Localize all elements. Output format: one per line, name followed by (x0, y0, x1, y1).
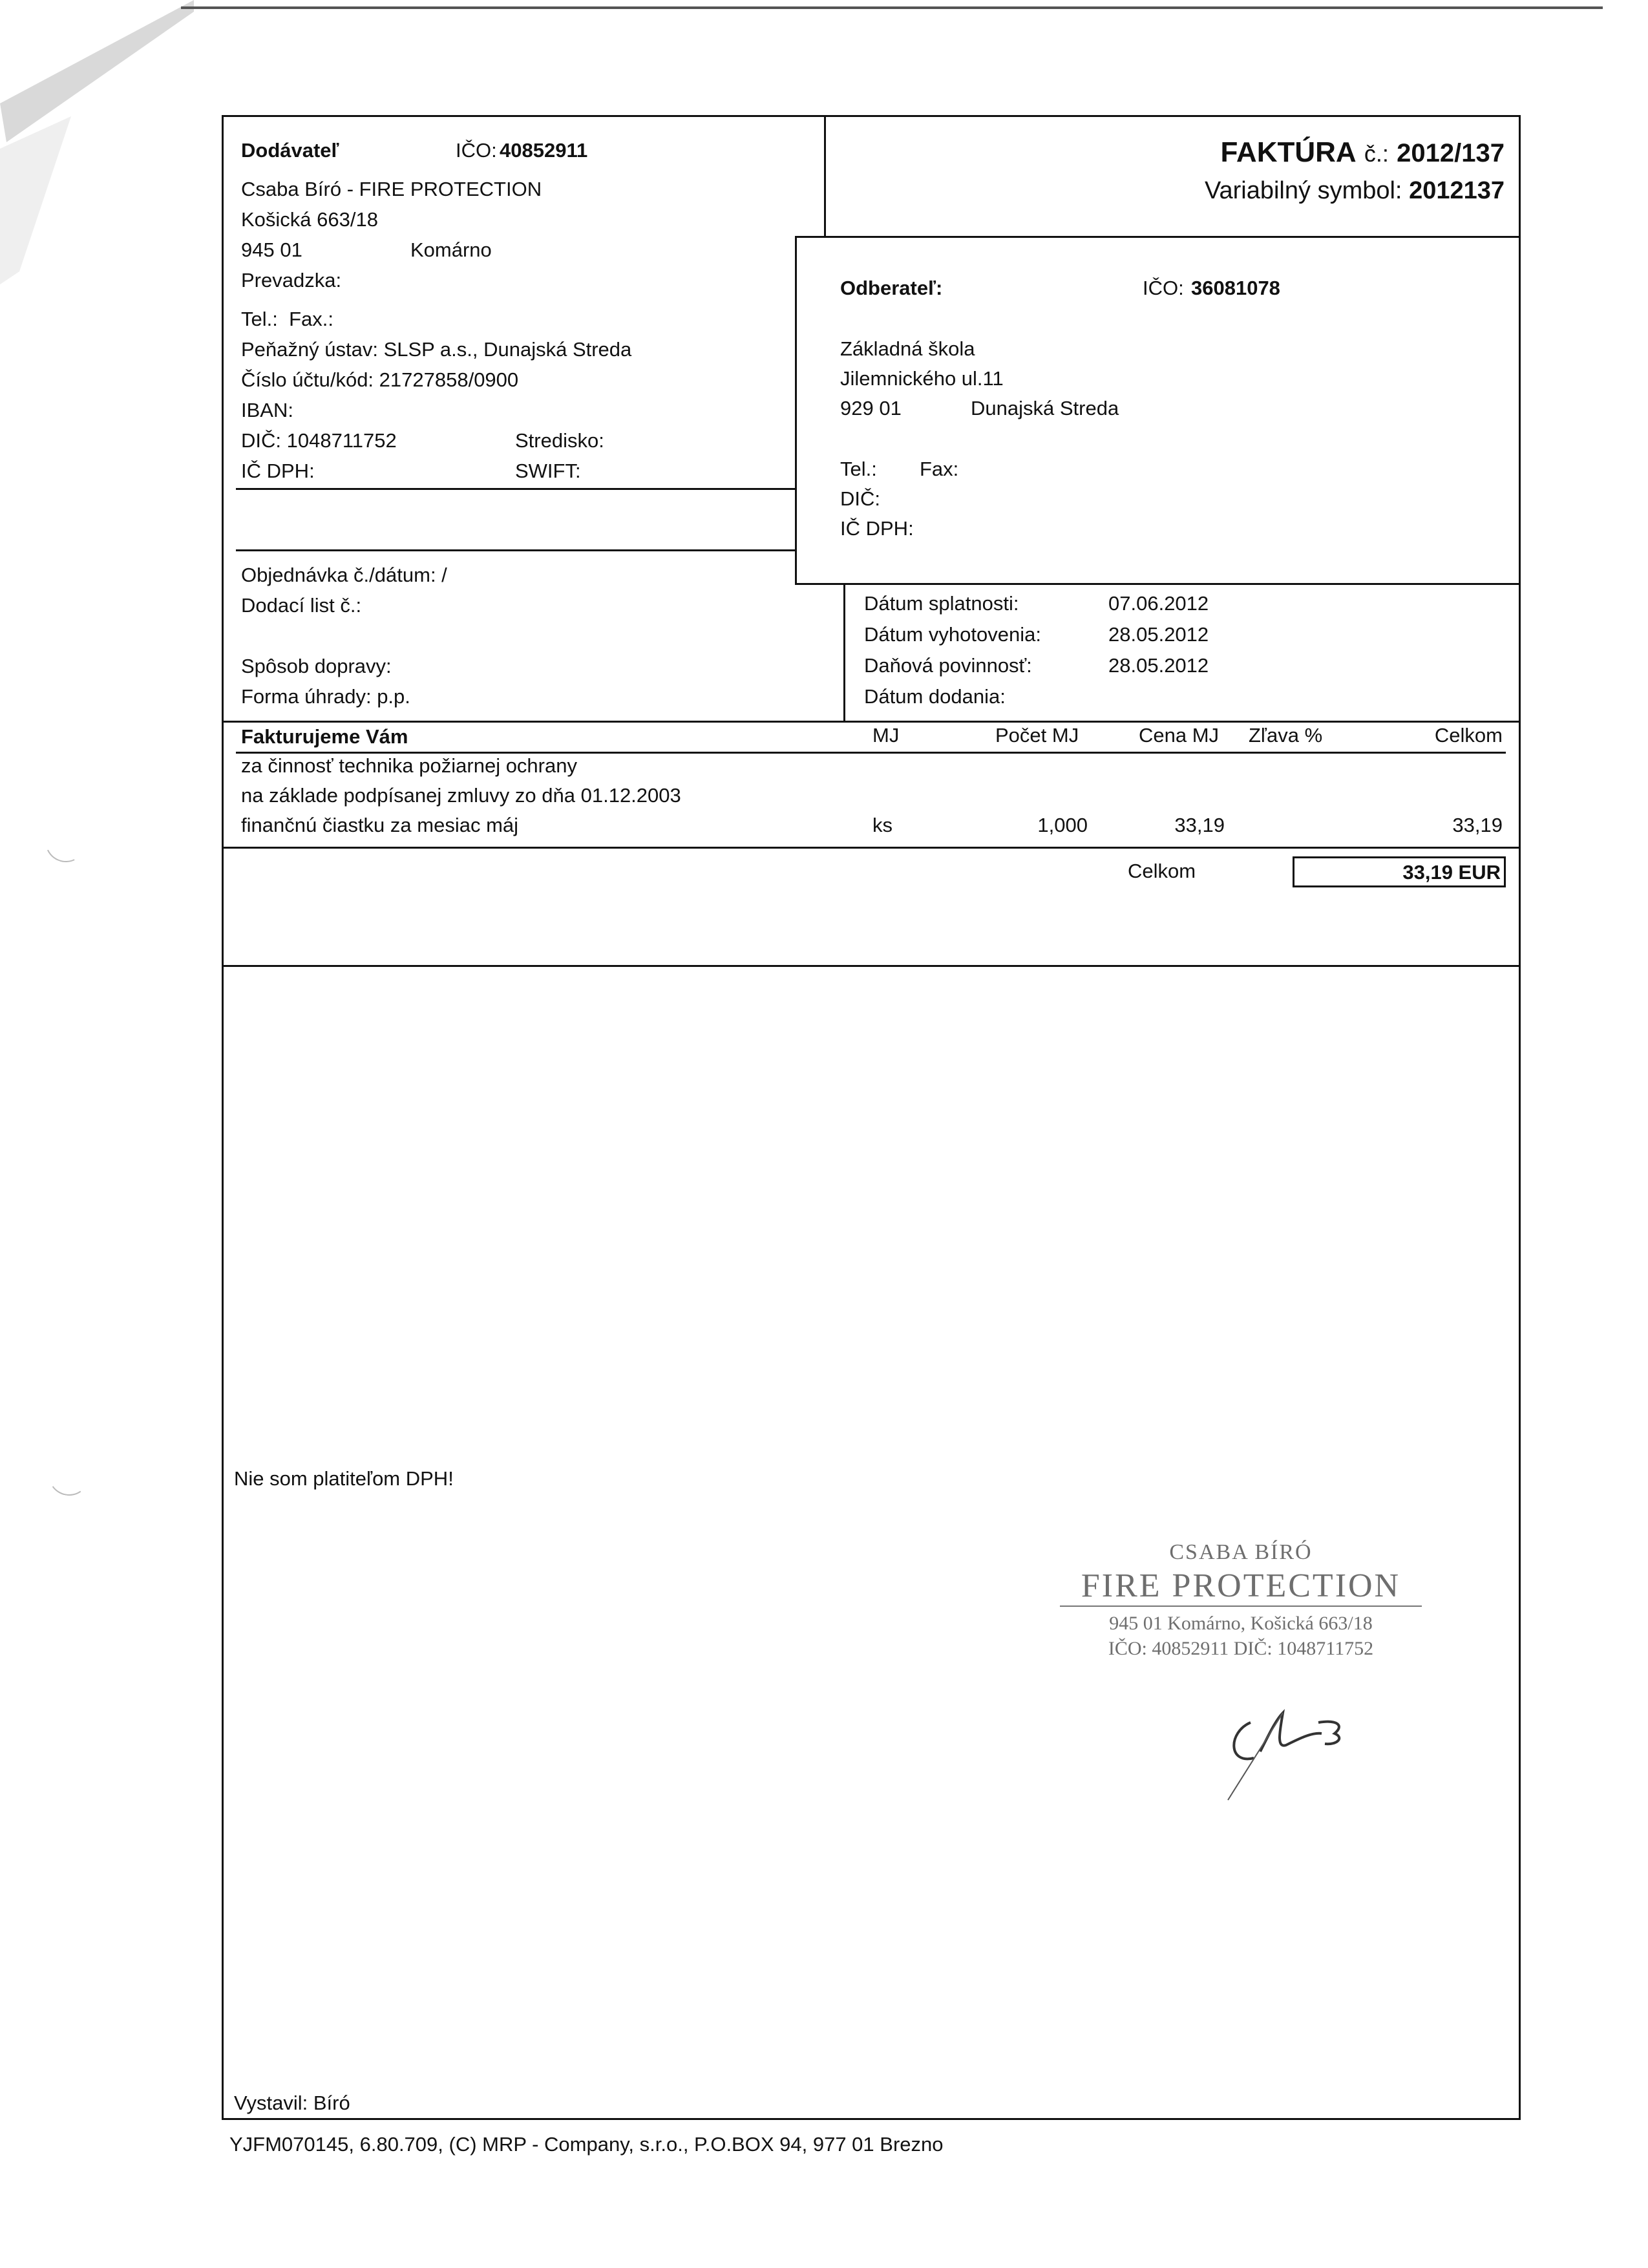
tax-date: 28.05.2012 (1108, 654, 1209, 677)
items-header-bottom (236, 752, 1506, 754)
company-stamp (1060, 1538, 1422, 1661)
supplier-tel-fax: Tel.: Fax.: (241, 308, 333, 330)
supplier-ico-label: IČO: (456, 139, 497, 162)
customer-dic: DIČ: (840, 487, 880, 510)
supplier-ico: 40852911 (500, 139, 588, 162)
supplier-ic-dph: IČ DPH: (241, 460, 315, 482)
stamp-company: FIRE PROTECTION (1060, 1567, 1422, 1607)
supplier-swift: SWIFT: (515, 460, 581, 482)
punch-hole-mark (45, 1451, 93, 1499)
issue-date: 28.05.2012 (1108, 623, 1209, 646)
customer-name: Základná škola (840, 337, 975, 360)
stamp-address: 945 01 Komárno, Košická 663/18 (1109, 1613, 1373, 1634)
vat-note: Nie som platiteľom DPH! (234, 1467, 454, 1490)
column-header-total: Celkom (1434, 724, 1503, 747)
items-heading: Fakturujeme Vám (241, 725, 408, 748)
supplier-iban: IBAN: (241, 399, 293, 421)
column-header-mj: MJ (872, 724, 900, 747)
customer-box-top (795, 236, 1521, 238)
software-footer: YJFM070145, 6.80.709, (C) MRP - Company, s.r.o., P.O.BOX 94, 977 01 Brezno (229, 2133, 944, 2156)
item-description-line: na základe podpísanej zmluvy zo dňa 01.12.2003 (241, 784, 681, 807)
supplier-center: Stredisko: (515, 429, 604, 452)
supplier-name: Csaba Bíró - FIRE PROTECTION (241, 178, 542, 200)
supplier-city: Komárno (410, 238, 492, 261)
customer-ico: 36081078 (1191, 277, 1280, 299)
delivery-note: Dodací list č.: (241, 594, 362, 617)
customer-zip: 929 01 (840, 397, 902, 419)
supplier-street: Košická 663/18 (241, 208, 378, 231)
customer-street: Jilemnického ul.11 (840, 367, 1004, 390)
customer-ic-dph: IČ DPH: (840, 517, 914, 540)
invoice-number-label: č.: (1364, 140, 1389, 167)
supplier-bank: Peňažný ústav: SLSP a.s., Dunajská Streda (241, 338, 632, 361)
item-total: 33,19 (1452, 814, 1503, 836)
paper-fold-shadow (0, 0, 194, 310)
customer-box-bottom (795, 583, 1521, 585)
due-date: 07.06.2012 (1108, 592, 1209, 615)
payment-method: Forma úhrady: p.p. (241, 685, 410, 708)
totals-bottom-line (222, 965, 1521, 967)
column-header-qty: Počet MJ (995, 724, 1079, 747)
customer-box-left (795, 236, 797, 585)
customer-city: Dunajská Streda (971, 397, 1119, 419)
item-description-line: za činnosť technika požiarnej ochrany (241, 754, 577, 777)
signature (1215, 1693, 1409, 1810)
customer-heading: Odberateľ: (840, 277, 943, 299)
punch-hole-mark (39, 815, 92, 868)
item-unit: ks (872, 814, 893, 836)
issue-date-label: Dátum vyhotovenia: (864, 623, 1041, 646)
variable-symbol-label: Variabilný symbol: (1204, 177, 1402, 204)
invoice-number: 2012/137 (1397, 139, 1505, 167)
variable-symbol-value: 2012137 (1409, 177, 1505, 204)
invoice-title (1220, 136, 1505, 171)
item-description-line: finančnú čiastku za mesiac máj (241, 814, 519, 836)
items-bottom-line (222, 847, 1521, 849)
stamp-owner: CSABA BÍRÓ (1169, 1540, 1313, 1564)
column-header-price: Cena MJ (1139, 724, 1220, 747)
items-header-top (222, 721, 1521, 723)
top-edge-line (181, 6, 1603, 9)
supplier-dic: DIČ: 1048711752 (241, 429, 397, 452)
supplier-divider-1 (236, 488, 795, 490)
dates-divider-vertical (843, 585, 845, 721)
header-divider-vertical (824, 115, 826, 238)
tax-date-label: Daňová povinnosť: (864, 654, 1032, 677)
issued-by: Vystavil: Bíró (234, 2092, 350, 2114)
supplier-premises: Prevadzka: (241, 269, 342, 291)
supplier-heading: Dodávateľ (241, 139, 339, 162)
customer-ico-label: IČO: (1143, 277, 1184, 299)
customer-tel: Tel.: (840, 458, 877, 480)
column-header-discount: Zľava % (1249, 724, 1323, 747)
supplier-divider-2 (236, 549, 795, 551)
grand-total-label: Celkom (1128, 860, 1196, 882)
customer-fax: Fax: (920, 458, 959, 480)
stamp-ids: IČO: 40852911 DIČ: 1048711752 (1108, 1638, 1374, 1659)
supplier-account: Číslo účtu/kód: 21727858/0900 (241, 368, 519, 391)
invoice-title-word: FAKTÚRA (1220, 136, 1357, 168)
grand-total-value: 33,19 EUR (1402, 861, 1501, 884)
item-quantity: 1,000 (1037, 814, 1088, 836)
due-date-label: Dátum splatnosti: (864, 592, 1019, 615)
transport-method: Spôsob dopravy: (241, 655, 392, 677)
delivery-date-label: Dátum dodania: (864, 685, 1006, 708)
order-number: Objednávka č./dátum: / (241, 564, 447, 586)
variable-symbol (1205, 176, 1505, 206)
supplier-zip: 945 01 (241, 238, 302, 261)
item-unit-price: 33,19 (1174, 814, 1225, 836)
